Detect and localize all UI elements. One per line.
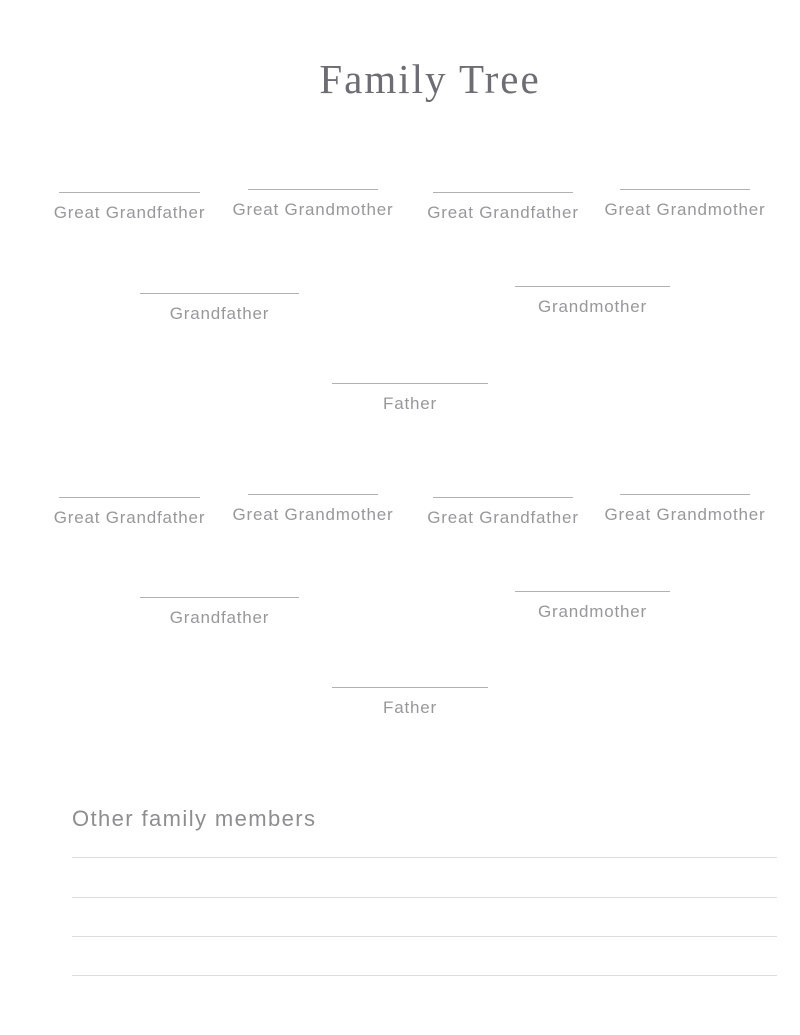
field-label: Father	[383, 698, 437, 717]
field-label: Great Grandmother	[232, 200, 394, 219]
name-line	[433, 497, 573, 498]
name-line	[620, 189, 750, 190]
field-father	[332, 383, 488, 413]
field-great-grandfather-1	[53, 192, 206, 222]
field-great-grandmother-2	[604, 189, 766, 219]
field-great-grandmother-1	[232, 189, 394, 219]
field-label: Grandfather	[169, 304, 270, 323]
name-line	[433, 192, 573, 193]
field-label: Father	[383, 394, 437, 413]
name-line	[515, 286, 670, 287]
field-grandmother-2	[515, 591, 670, 621]
ruled-line	[72, 857, 777, 858]
field-father-2	[332, 687, 488, 717]
ruled-line	[72, 897, 777, 898]
field-label: Great Grandmother	[604, 505, 766, 524]
ruled-line	[72, 936, 777, 937]
field-label: Great Grandfather	[53, 508, 206, 527]
name-line	[140, 293, 299, 294]
name-line	[332, 383, 488, 384]
other-family-members-heading: Other family members	[72, 806, 317, 831]
field-great-grandfather-4	[427, 497, 579, 527]
name-line	[140, 597, 299, 598]
field-grandmother	[515, 286, 670, 316]
field-great-grandmother-3	[232, 494, 394, 524]
field-label: Great Grandmother	[232, 505, 394, 524]
name-line	[620, 494, 750, 495]
name-line	[332, 687, 488, 688]
field-grandfather	[140, 293, 299, 323]
field-label: Grandmother	[538, 297, 647, 316]
field-label: Great Grandfather	[53, 203, 206, 222]
name-line	[248, 189, 378, 190]
field-great-grandfather-3	[53, 497, 206, 527]
field-label: Grandmother	[538, 602, 647, 621]
name-line	[59, 192, 200, 193]
field-label: Grandfather	[169, 608, 270, 627]
field-grandfather-2	[140, 597, 299, 627]
field-label: Great Grandfather	[427, 203, 579, 222]
page-title: Family Tree	[319, 56, 541, 102]
field-great-grandfather-2	[427, 192, 579, 222]
field-label: Great Grandfather	[427, 508, 579, 527]
ruled-line	[72, 975, 777, 976]
field-label: Great Grandmother	[604, 200, 766, 219]
name-line	[248, 494, 378, 495]
name-line	[515, 591, 670, 592]
name-line	[59, 497, 200, 498]
field-great-grandmother-4	[604, 494, 766, 524]
